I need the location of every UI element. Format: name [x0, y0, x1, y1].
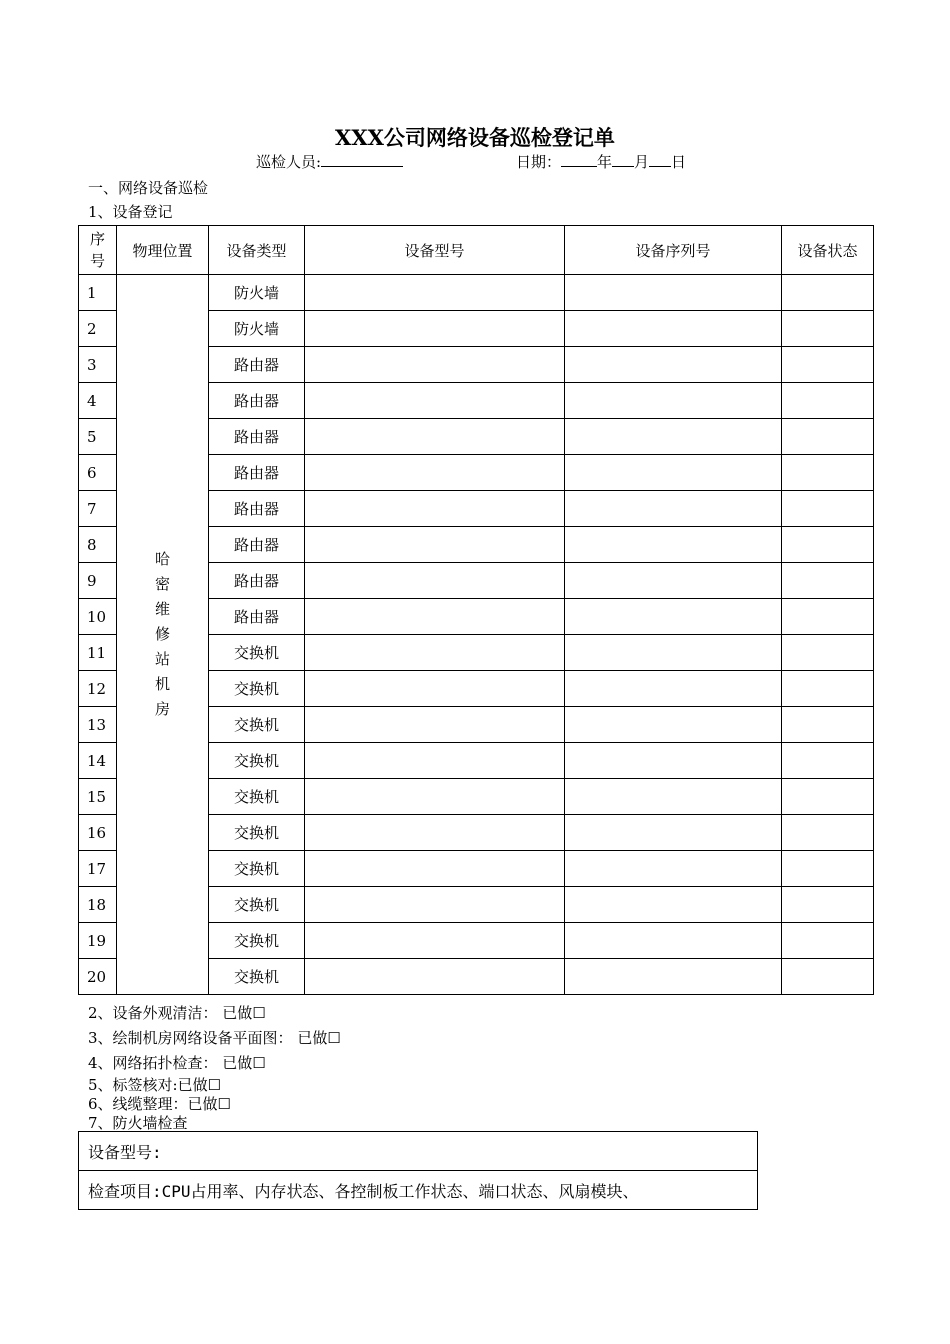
- model-cell[interactable]: [305, 923, 565, 959]
- serial-cell[interactable]: [565, 311, 782, 347]
- day-blank[interactable]: [649, 151, 671, 167]
- row-no: 6: [79, 455, 117, 491]
- serial-cell[interactable]: [565, 743, 782, 779]
- row-no: 17: [79, 851, 117, 887]
- item-topology-check[interactable]: 4、网络拓扑检查： 已做☐: [88, 1054, 266, 1072]
- day-label: 日: [671, 153, 687, 171]
- item-heading-device-registration: 1、设备登记: [88, 203, 173, 221]
- inspector-label: 巡检人员:: [256, 153, 322, 171]
- section-heading: 一、网络设备巡检: [88, 179, 209, 197]
- page-title: XXX公司网络设备巡检登记单: [335, 125, 615, 150]
- location-char: 站: [154, 650, 170, 668]
- serial-cell[interactable]: [565, 275, 782, 311]
- year-blank[interactable]: [561, 151, 597, 167]
- table-header-row: [79, 226, 874, 275]
- status-cell[interactable]: [782, 815, 874, 851]
- serial-cell[interactable]: [565, 347, 782, 383]
- model-cell[interactable]: [305, 779, 565, 815]
- row-type: 交换机: [209, 707, 305, 743]
- status-cell[interactable]: [782, 923, 874, 959]
- device-registration-table: [78, 225, 874, 995]
- row-no: 4: [79, 383, 117, 419]
- row-no: 1: [79, 275, 117, 311]
- row-type: 路由器: [209, 491, 305, 527]
- row-no: 15: [79, 779, 117, 815]
- serial-cell[interactable]: [565, 923, 782, 959]
- status-cell[interactable]: [782, 311, 874, 347]
- model-cell[interactable]: [305, 599, 565, 635]
- row-no: 18: [79, 887, 117, 923]
- row-type: 路由器: [209, 383, 305, 419]
- status-cell[interactable]: [782, 491, 874, 527]
- item-firewall-check: 7、防火墙检查: [88, 1114, 188, 1132]
- header-no: 序号: [79, 226, 117, 275]
- item-label-check[interactable]: 5、标签核对:已做☐: [88, 1076, 222, 1094]
- month-label: 月: [634, 153, 650, 171]
- inspector-blank[interactable]: [321, 151, 403, 167]
- status-cell[interactable]: [782, 563, 874, 599]
- status-cell[interactable]: [782, 743, 874, 779]
- status-cell[interactable]: [782, 851, 874, 887]
- row-type: 交换机: [209, 851, 305, 887]
- row-no: 7: [79, 491, 117, 527]
- status-cell[interactable]: [782, 455, 874, 491]
- serial-cell[interactable]: [565, 455, 782, 491]
- year-label: 年: [597, 153, 613, 171]
- status-cell[interactable]: [782, 275, 874, 311]
- row-type: 交换机: [209, 815, 305, 851]
- table-row: [79, 1171, 758, 1210]
- location-char: 维: [154, 600, 170, 618]
- serial-cell[interactable]: [565, 959, 782, 995]
- row-type: 交换机: [209, 959, 305, 995]
- model-cell[interactable]: [305, 491, 565, 527]
- model-cell[interactable]: [305, 347, 565, 383]
- status-cell[interactable]: [782, 635, 874, 671]
- header-type: 设备类型: [209, 226, 305, 275]
- model-cell[interactable]: [305, 419, 565, 455]
- location-char: 修: [154, 625, 170, 643]
- row-type: 路由器: [209, 347, 305, 383]
- model-cell[interactable]: [305, 815, 565, 851]
- month-blank[interactable]: [612, 151, 634, 167]
- model-cell[interactable]: [305, 275, 565, 311]
- row-no: 9: [79, 563, 117, 599]
- serial-cell[interactable]: [565, 851, 782, 887]
- location-char: 密: [154, 575, 170, 593]
- row-type: 交换机: [209, 923, 305, 959]
- firewall-check-items: 检查项目:CPU占用率、内存状态、各控制板工作状态、端口状态、风扇模块、: [79, 1171, 758, 1210]
- serial-cell[interactable]: [565, 527, 782, 563]
- model-cell[interactable]: [305, 887, 565, 923]
- row-type: 路由器: [209, 527, 305, 563]
- row-no: 2: [79, 311, 117, 347]
- row-type: 交换机: [209, 743, 305, 779]
- firewall-check-table: [78, 1131, 758, 1210]
- location-char: 房: [154, 700, 170, 718]
- status-cell[interactable]: [782, 347, 874, 383]
- row-no: 19: [79, 923, 117, 959]
- row-type: 交换机: [209, 671, 305, 707]
- row-no: 13: [79, 707, 117, 743]
- item-cable-management[interactable]: 6、线缆整理：已做☐: [88, 1095, 231, 1113]
- location-char: 哈: [154, 550, 170, 568]
- status-cell[interactable]: [782, 599, 874, 635]
- serial-cell[interactable]: [565, 779, 782, 815]
- model-cell[interactable]: [305, 527, 565, 563]
- row-no: 16: [79, 815, 117, 851]
- serial-cell[interactable]: [565, 491, 782, 527]
- header-location: 物理位置: [117, 226, 209, 275]
- model-cell[interactable]: [305, 707, 565, 743]
- row-type: 交换机: [209, 887, 305, 923]
- row-type: 路由器: [209, 455, 305, 491]
- row-type: 路由器: [209, 419, 305, 455]
- firewall-model-field[interactable]: 设备型号:: [79, 1132, 758, 1171]
- row-type: 防火墙: [209, 275, 305, 311]
- row-type: 防火墙: [209, 311, 305, 347]
- serial-cell[interactable]: [565, 599, 782, 635]
- header-status: 设备状态: [782, 226, 874, 275]
- status-cell[interactable]: [782, 959, 874, 995]
- serial-cell[interactable]: [565, 887, 782, 923]
- status-cell[interactable]: [782, 671, 874, 707]
- serial-cell[interactable]: [565, 707, 782, 743]
- header-model: 设备型号: [305, 226, 565, 275]
- inspector-line: [256, 151, 403, 172]
- model-cell[interactable]: [305, 959, 565, 995]
- row-no: 8: [79, 527, 117, 563]
- serial-cell[interactable]: [565, 635, 782, 671]
- serial-cell[interactable]: [565, 563, 782, 599]
- model-cell[interactable]: [305, 455, 565, 491]
- model-cell[interactable]: [305, 383, 565, 419]
- row-no: 10: [79, 599, 117, 635]
- row-no: 5: [79, 419, 117, 455]
- model-cell[interactable]: [305, 851, 565, 887]
- row-no: 12: [79, 671, 117, 707]
- serial-cell[interactable]: [565, 383, 782, 419]
- date-line: [516, 151, 686, 172]
- status-cell[interactable]: [782, 383, 874, 419]
- status-cell[interactable]: [782, 419, 874, 455]
- serial-cell[interactable]: [565, 671, 782, 707]
- row-type: 路由器: [209, 599, 305, 635]
- serial-cell[interactable]: [565, 419, 782, 455]
- row-type: 路由器: [209, 563, 305, 599]
- model-cell[interactable]: [305, 671, 565, 707]
- table-row: [79, 1132, 758, 1171]
- model-cell[interactable]: [305, 743, 565, 779]
- location-cell: [117, 275, 209, 995]
- table-row: [79, 275, 874, 311]
- status-cell[interactable]: [782, 707, 874, 743]
- header-serial: 设备序列号: [565, 226, 782, 275]
- serial-cell[interactable]: [565, 815, 782, 851]
- status-cell[interactable]: [782, 887, 874, 923]
- date-label: 日期：: [516, 153, 562, 171]
- row-no: 11: [79, 635, 117, 671]
- model-cell[interactable]: [305, 563, 565, 599]
- row-no: 3: [79, 347, 117, 383]
- location-char: 机: [154, 675, 170, 693]
- model-cell[interactable]: [305, 635, 565, 671]
- item-floor-plan[interactable]: 3、绘制机房网络设备平面图： 已做☐: [88, 1029, 341, 1047]
- row-type: 交换机: [209, 779, 305, 815]
- status-cell[interactable]: [782, 779, 874, 815]
- row-no: 20: [79, 959, 117, 995]
- status-cell[interactable]: [782, 527, 874, 563]
- row-no: 14: [79, 743, 117, 779]
- item-appearance-cleaning[interactable]: 2、设备外观清洁： 已做☐: [88, 1004, 266, 1022]
- model-cell[interactable]: [305, 311, 565, 347]
- row-type: 交换机: [209, 635, 305, 671]
